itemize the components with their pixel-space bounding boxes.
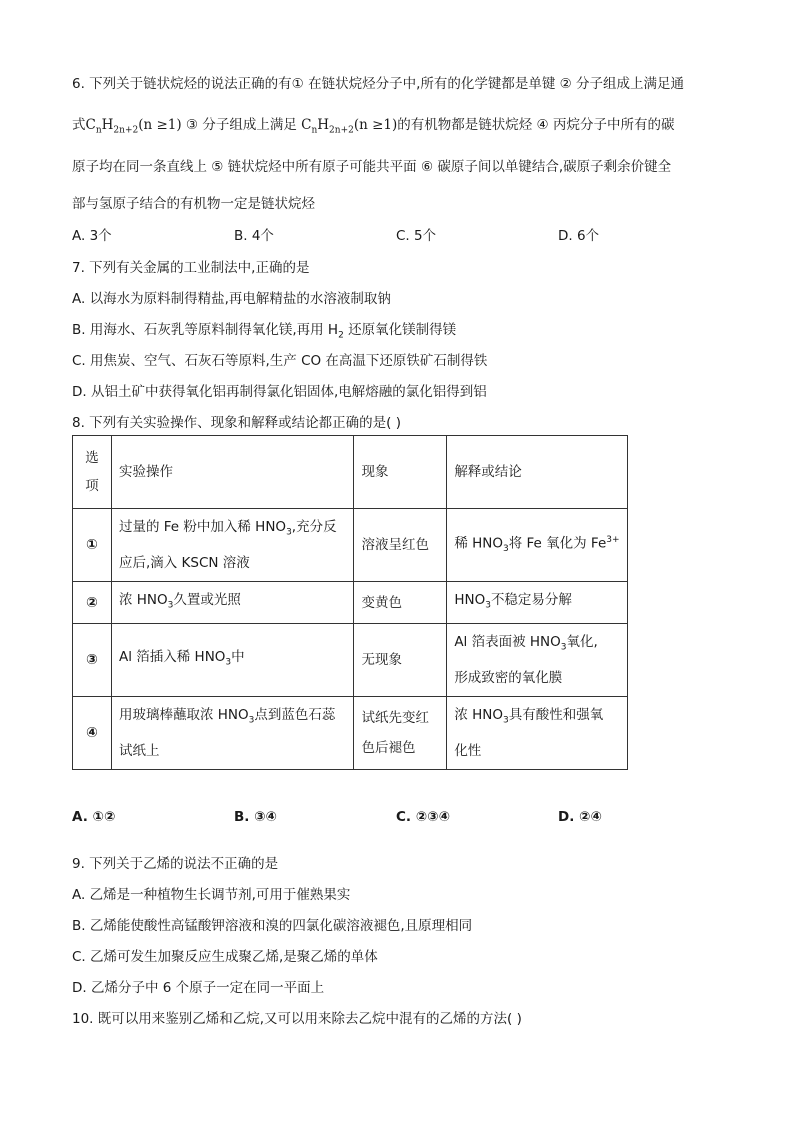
- row-number: ③: [73, 624, 112, 697]
- row-explanation: Al 箔表面被 $HNO_3$氧化, 形成致密的氧化膜: [447, 624, 628, 697]
- q7-option-d: D. 从铝土矿中获得氧化铝再制得氯化铝固体,电解熔融的氯化铝得到铝: [72, 384, 487, 400]
- q6-option-c: C. 5个: [396, 228, 437, 244]
- q8-option-c: C. ②③④: [396, 809, 451, 825]
- row-operation: Al 箔插入稀 $HNO_3$中: [111, 624, 354, 697]
- q6-line-2: [72, 113, 674, 136]
- row-number: ④: [73, 697, 112, 770]
- q8-option-a: A. ①②: [72, 809, 116, 825]
- formula-2: $C_nH_{2n+2}(n \ge 1)$: [301, 117, 398, 136]
- header-explanation: 解释或结论: [447, 436, 628, 509]
- table-row: [73, 582, 628, 624]
- row-phenomenon: 溶液呈红色: [354, 509, 447, 582]
- row-explanation: $HNO_3$不稳定易分解: [447, 582, 628, 624]
- header-operation: 实验操作: [111, 436, 354, 509]
- row-operation: 用玻璃棒蘸取浓 $HNO_3$点到蓝色石蕊 试纸上: [111, 697, 354, 770]
- q8-option-b: B. ③④: [234, 809, 277, 825]
- q7-stem: 7. 下列有关金属的工业制法中,正确的是: [72, 260, 310, 276]
- q9-option-d: D. 乙烯分子中 6 个原子一定在同一平面上: [72, 980, 325, 996]
- q10-stem: 10. 既可以用来鉴别乙烯和乙烷,又可以用来除去乙烷中混有的乙烯的方法( ): [72, 1011, 522, 1027]
- row-phenomenon: 无现象: [354, 624, 447, 697]
- table-row: [73, 624, 628, 697]
- q8-table: [72, 435, 628, 770]
- q8-option-d: D. ②④: [558, 809, 602, 825]
- formula-1: $C_nH_{2n+2}(n \ge 1)$: [85, 117, 182, 136]
- row-operation: 浓 $HNO_3$久置或光照: [111, 582, 354, 624]
- row-explanation: 稀 $HNO_3$将 Fe 氧化为 $Fe^{3+}$: [447, 509, 628, 582]
- q7-option-c: C. 用焦炭、空气、石灰石等原料,生产 CO 在高温下还原铁矿石制得铁: [72, 353, 488, 369]
- row-number: ②: [73, 582, 112, 624]
- q6-option-d: D. 6个: [558, 228, 600, 244]
- table-row: [73, 697, 628, 770]
- row-number: ①: [73, 509, 112, 582]
- row-phenomenon: 变黄色: [354, 582, 447, 624]
- q7-option-a: A. 以海水为原料制得精盐,再电解精盐的水溶液制取钠: [72, 291, 391, 307]
- q6-line-3: 原子均在同一条直线上 ⑤ 链状烷烃中所有原子可能共平面 ⑥ 碳原子间以单键结合,碳原子剩余价键全: [72, 159, 672, 175]
- q8-stem: 8. 下列有关实验操作、现象和解释或结论都正确的是( ): [72, 415, 401, 431]
- q6-text-shi: 式: [72, 117, 86, 133]
- q9-stem: 9. 下列关于乙烯的说法不正确的是: [72, 856, 279, 872]
- header-option: 选项: [73, 436, 112, 509]
- q9-option-b: B. 乙烯能使酸性高锰酸钾溶液和溴的四氯化碳溶液褪色,且原理相同: [72, 918, 473, 934]
- q6-option-b: B. 4个: [234, 228, 274, 244]
- q6-text-item4: 的有机物都是链状烷烃 ④ 丙烷分子中所有的碳: [397, 117, 675, 133]
- q7-option-b: B. 用海水、石灰乳等原料制得氧化镁,再用 $H_2$ 还原氧化镁制得镁: [72, 322, 457, 341]
- row-phenomenon: 试纸先变红 色后褪色: [354, 697, 447, 770]
- q6-option-a: A. 3个: [72, 228, 112, 244]
- q6-line-4: 部与氢原子结合的有机物一定是链状烷烃: [72, 196, 315, 212]
- row-operation: 过量的 Fe 粉中加入稀 $HNO_3$,充分反 应后,滴入 KSCN 溶液: [111, 509, 354, 582]
- row-explanation: 浓 $HNO_3$具有酸性和强氧 化性: [447, 697, 628, 770]
- table-row: [73, 509, 628, 582]
- q6-line-1: 6. 下列关于链状烷烃的说法正确的有① 在链状烷烃分子中,所有的化学键都是单键 ② 分子组成上满足通: [72, 76, 685, 92]
- q6-text-item3: ③ 分子组成上满足: [181, 117, 297, 133]
- table-header-row: [73, 436, 628, 509]
- q9-option-c: C. 乙烯可发生加聚反应生成聚乙烯,是聚乙烯的单体: [72, 949, 378, 965]
- header-phenomenon: 现象: [354, 436, 447, 509]
- q9-option-a: A. 乙烯是一种植物生长调节剂,可用于催熟果实: [72, 887, 351, 903]
